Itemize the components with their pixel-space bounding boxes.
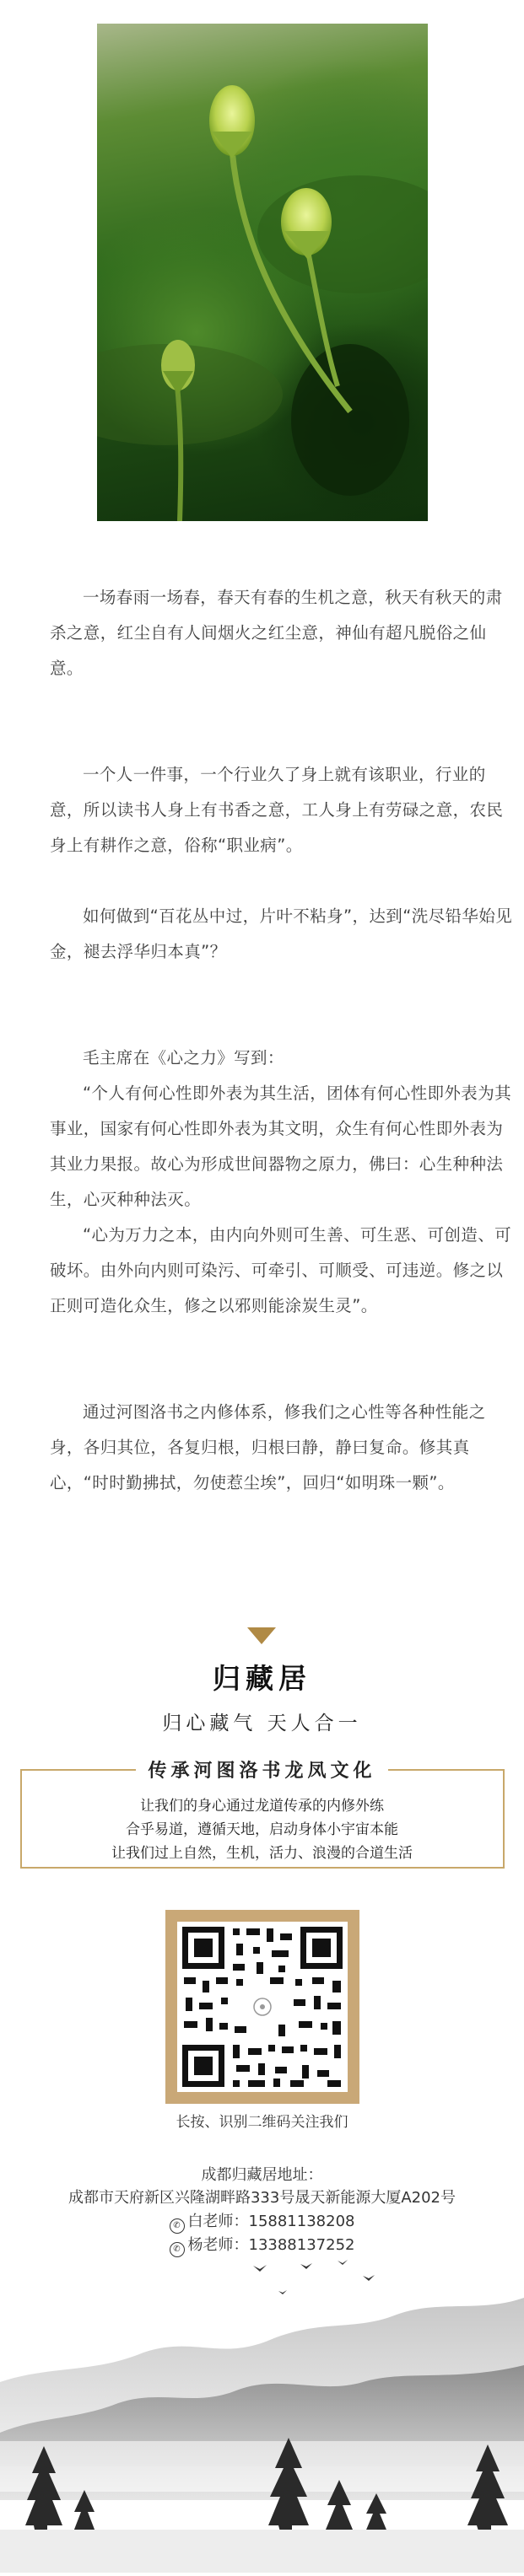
culture-line: 合乎易道，遵循天地，启动身体小宇宙本能 [126,1821,398,1838]
article-paragraph: 毛主席在《心之力》写到： [83,1048,284,1068]
triangle-marker-icon [247,1627,276,1644]
article-quote: “心为万力之本，由内向外则可生善、可生恶、可创造、可破坏。由外向内则可染污、可牵引、可顺受、可违逆。修之以正则可造化众生，修之以邪则能涂炭生灵”。 [50,1225,512,1315]
phone-number: 杨老师：13388137252 [187,2236,355,2254]
address-text: 成都市天府新区兴隆湖畔路333号晟天新能源大厦A202号 [68,2189,456,2207]
article-paragraph: 一个人一件事，一个行业久了身上就有该职业，行业的意，所以读书人身上有书香之意，工人身上有劳碌之意，农民身上有耕作之意，俗称“职业病”。 [50,765,504,855]
ink-landscape-illustration [0,2247,524,2573]
culture-line: 让我们过上自然，生机，活力、浪漫的合道生活 [111,1845,413,1862]
address-label: 成都归藏居地址： [201,2166,323,2184]
qr-caption: 长按、识别二维码关注我们 [176,2114,348,2131]
footer-bar [0,2530,524,2573]
article-paragraph: 一场春雨一场春，春天有春的生机之意，秋天有秋天的肃杀之意，红尘自有人间烟火之红尘意，神仙有超凡脱俗之仙意。 [50,588,503,678]
phone-icon: ✆ [170,2218,185,2234]
culture-line: 让我们的身心通过龙道传承的内修外练 [140,1798,384,1815]
hero-photo-green-buds [97,24,428,521]
brand-slogan: 归心藏气 天人合一 [162,1713,362,1734]
phone-number: 白老师：15881138208 [187,2213,355,2230]
article-paragraph: 如何做到“百花丛中过，片叶不粘身”，达到“洗尽铅华始见金，褪去浮华归本真”？ [50,906,513,961]
phone-line [0,2209,524,2234]
culture-box-title: 传承河图洛书龙凤文化 [0,1756,524,1783]
brand-name: 归藏居 [213,1662,311,1695]
qr-pattern [177,1922,348,2092]
article-paragraph: 通过河图洛书之内修体系，修我们之心性等各种性能之身，各归其位，各复归根，归根曰静，静曰复命。修其真心，“时时勤拂拭，勿使惹尘埃”，回归“如明珠一颗”。 [50,1402,486,1492]
article-quote: “个人有何心性即外表为其生活，团体有何心性即外表为其事业，国家有何心性即外表为其文明，众生有何心性即外表为其业力果报。故心为形成世间器物之原力，佛曰：心生种种法生，心灭种种法灭。 [50,1084,512,1209]
phone-icon: ✆ [170,2242,185,2257]
qr-code[interactable] [165,1910,359,2104]
birds-icon [253,2260,375,2294]
